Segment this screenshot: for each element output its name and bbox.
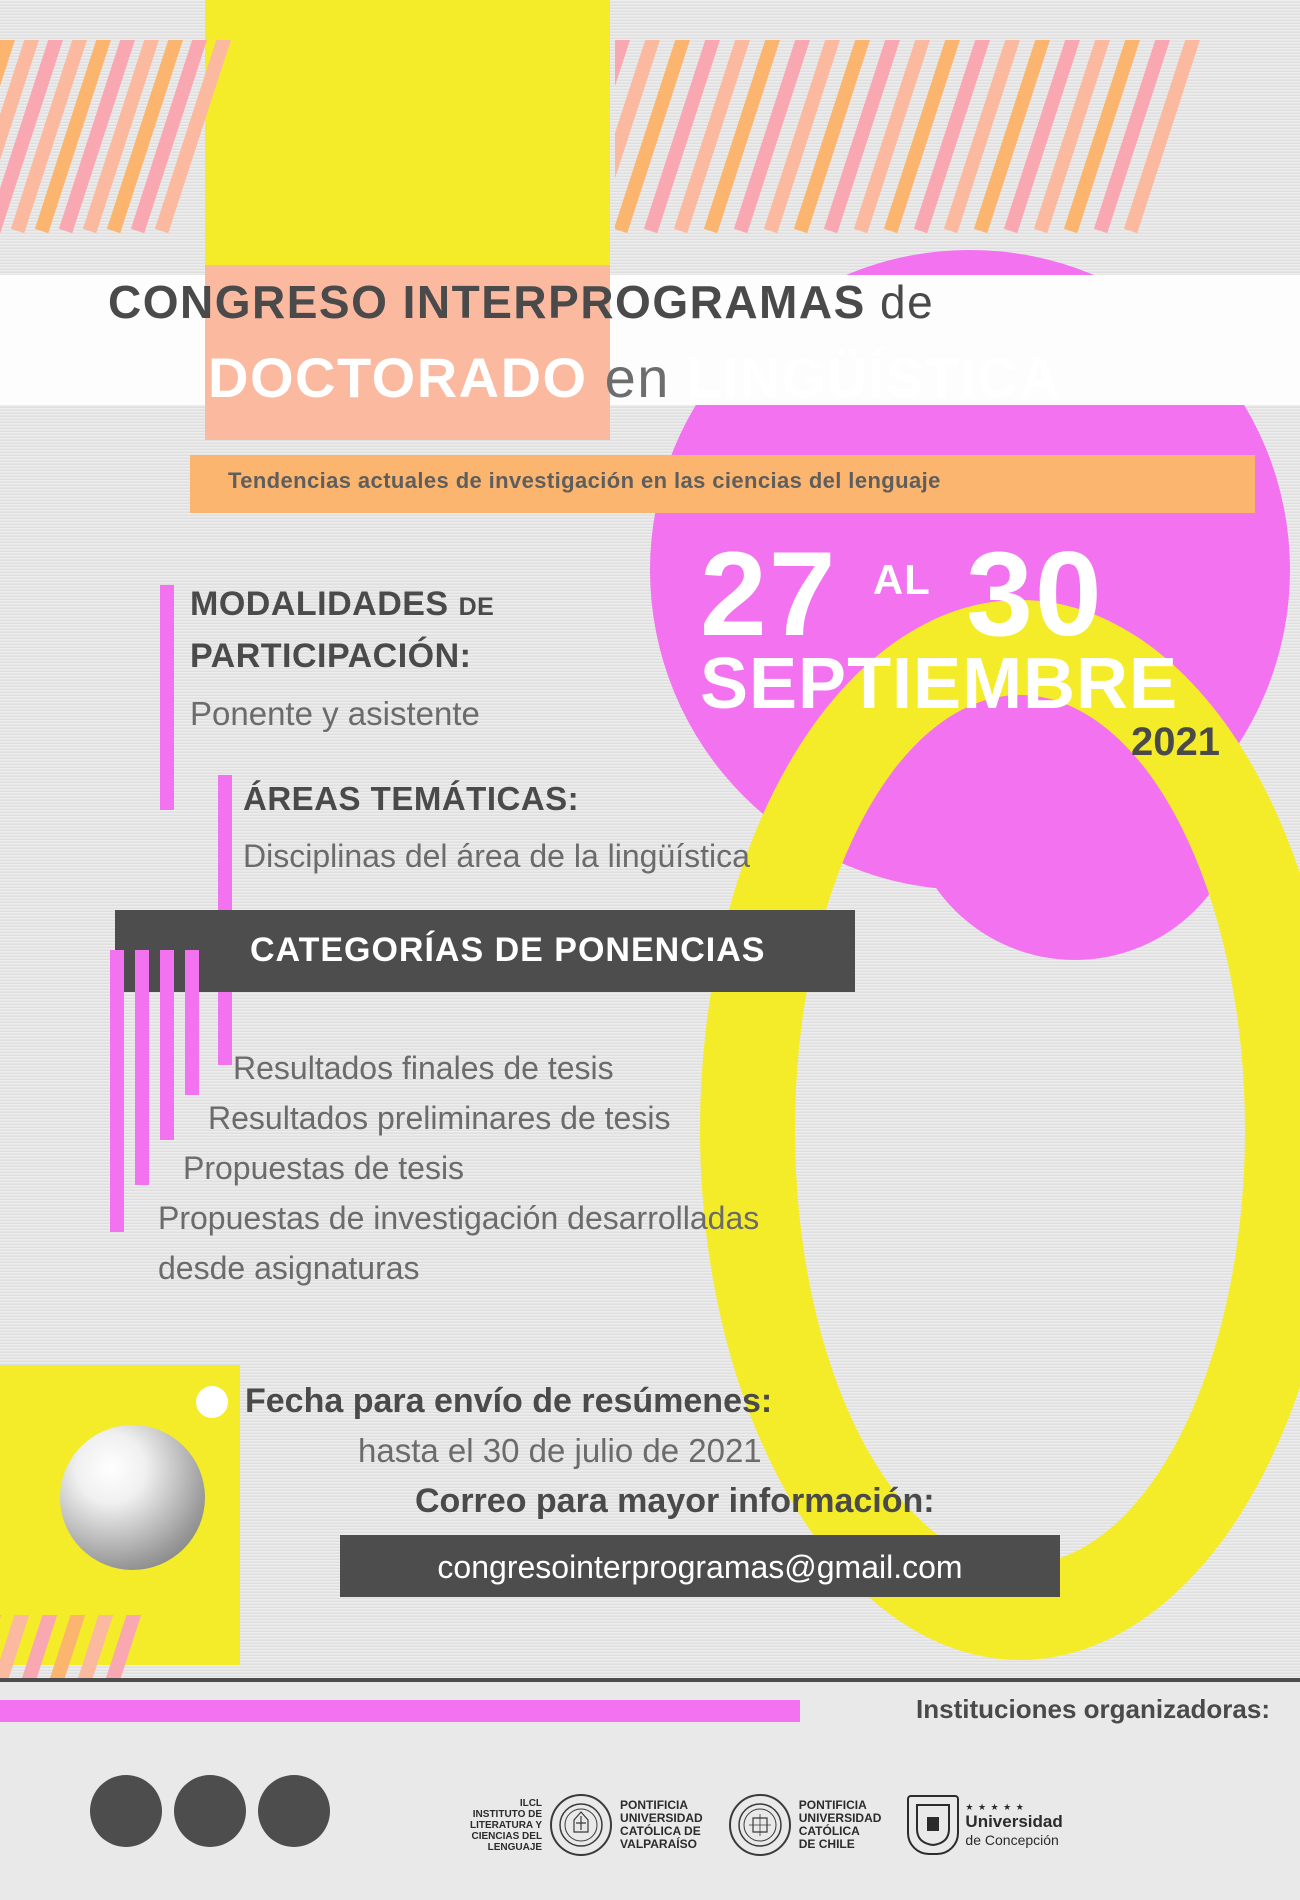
contact-email[interactable]: congresointerprogramas@gmail.com	[437, 1549, 963, 1585]
areas-title: ÁREAS TEMÁTICAS:	[243, 780, 580, 817]
pink-bar-modalidades	[160, 585, 174, 810]
title-doctorado: DOCTORADO	[208, 346, 588, 409]
date-year: 2021	[1131, 720, 1220, 764]
event-date-block	[700, 525, 1260, 805]
logo-udec	[907, 1795, 1062, 1855]
categoria-item-5: desde asignaturas	[158, 1250, 420, 1286]
pucv-line1: PONTIFICIA	[620, 1798, 689, 1812]
date-month: SEPTIEMBRE	[700, 644, 1179, 724]
ucchile-line3: CATÓLICA	[798, 1824, 860, 1838]
date-day-end: 30	[966, 527, 1104, 661]
event-date-days	[700, 525, 1260, 661]
institution-logos	[470, 1770, 1270, 1880]
modalidades-title-line1	[190, 585, 494, 624]
categoria-item-3: Propuestas de tesis	[183, 1150, 465, 1186]
categorias-banner	[115, 910, 855, 992]
pink-bar-cat-1	[185, 950, 199, 1095]
page-title-line2	[208, 345, 1061, 410]
pucv-name	[620, 1799, 703, 1851]
ucchile-line4: DE CHILE	[798, 1837, 855, 1851]
hatch-stripes-top-right	[615, 40, 1235, 270]
hatch-stripes-top-left	[0, 40, 250, 270]
categorias-title: CATEGORÍAS DE PONENCIAS	[250, 931, 766, 969]
uc-chile-seal-icon	[729, 1794, 791, 1856]
udec-text	[965, 1802, 1062, 1849]
udec-shield-icon	[907, 1795, 959, 1855]
footer-divider	[0, 1678, 1300, 1682]
footer-pink-bar	[0, 1700, 800, 1722]
udec-name: Universidad	[965, 1811, 1063, 1831]
ilcl-acronym: ILCL	[519, 1797, 543, 1809]
logo-uc-chile	[729, 1794, 882, 1856]
institutions-title: Instituciones organizadoras:	[916, 1694, 1270, 1724]
email-title: Correo para mayor información:	[415, 1482, 935, 1520]
logo-ilcl-pucv	[470, 1794, 703, 1856]
areas-text: Disciplinas del área de la lingüística	[243, 838, 750, 874]
ilcl-line2: LITERATURA Y	[470, 1819, 543, 1831]
modalidades-text: Ponente y asistente	[190, 695, 480, 732]
email-box[interactable]	[340, 1535, 1060, 1597]
deadline-text: hasta el 30 de julio de 2021	[358, 1432, 762, 1469]
ilcl-line3: CIENCIAS DEL	[471, 1830, 543, 1842]
ucchile-line1: PONTIFICIA	[798, 1798, 867, 1812]
udec-name2: de Concepción	[965, 1831, 1059, 1848]
udec-stars: ★ ★ ★ ★ ★	[965, 1801, 1025, 1812]
title-en: en	[604, 346, 670, 409]
ilcl-text	[470, 1798, 542, 1853]
page-title-line1	[108, 275, 934, 329]
modalidades-title-line2: PARTICIPACIÓN:	[190, 637, 472, 675]
pucv-line3: CATÓLICA DE	[620, 1824, 701, 1838]
pink-bar-cat-3	[135, 950, 149, 1185]
ilcl-line1: INSTITUTO DE	[472, 1808, 543, 1820]
pucv-line2: UNIVERSIDAD	[620, 1811, 703, 1825]
modalidades-word: MODALIDADES	[190, 585, 449, 623]
pucv-line4: VALPARAÍSO	[620, 1837, 697, 1851]
categoria-item-2: Resultados preliminares de tesis	[208, 1100, 671, 1136]
modalidades-de: DE	[458, 593, 495, 621]
gradient-sphere	[60, 1425, 205, 1570]
date-connector: AL	[872, 556, 931, 603]
title-linguistica: LINGÜÍSTICA	[687, 346, 1062, 409]
categoria-item-4: Propuestas de investigación desarrolladas	[158, 1200, 760, 1236]
categoria-item-1: Resultados finales de tesis	[233, 1050, 614, 1086]
pink-bar-cat-4	[110, 950, 124, 1232]
white-dot	[196, 1386, 228, 1418]
uc-chile-name	[799, 1799, 882, 1851]
deadline-title: Fecha para envío de resúmenes:	[245, 1382, 773, 1420]
title-main: CONGRESO INTERPROGRAMAS	[108, 276, 866, 328]
page-subtitle: Tendencias actuales de investigación en las ciencias del lenguaje	[228, 468, 941, 493]
title-de: de	[880, 276, 935, 328]
pink-bar-cat-2	[160, 950, 174, 1140]
ilcl-line4: LENGUAJE	[487, 1841, 543, 1853]
ucchile-line2: UNIVERSIDAD	[798, 1811, 882, 1825]
date-day-start: 27	[700, 527, 838, 661]
footer-dots	[90, 1775, 342, 1852]
pucv-seal-icon	[550, 1794, 612, 1856]
